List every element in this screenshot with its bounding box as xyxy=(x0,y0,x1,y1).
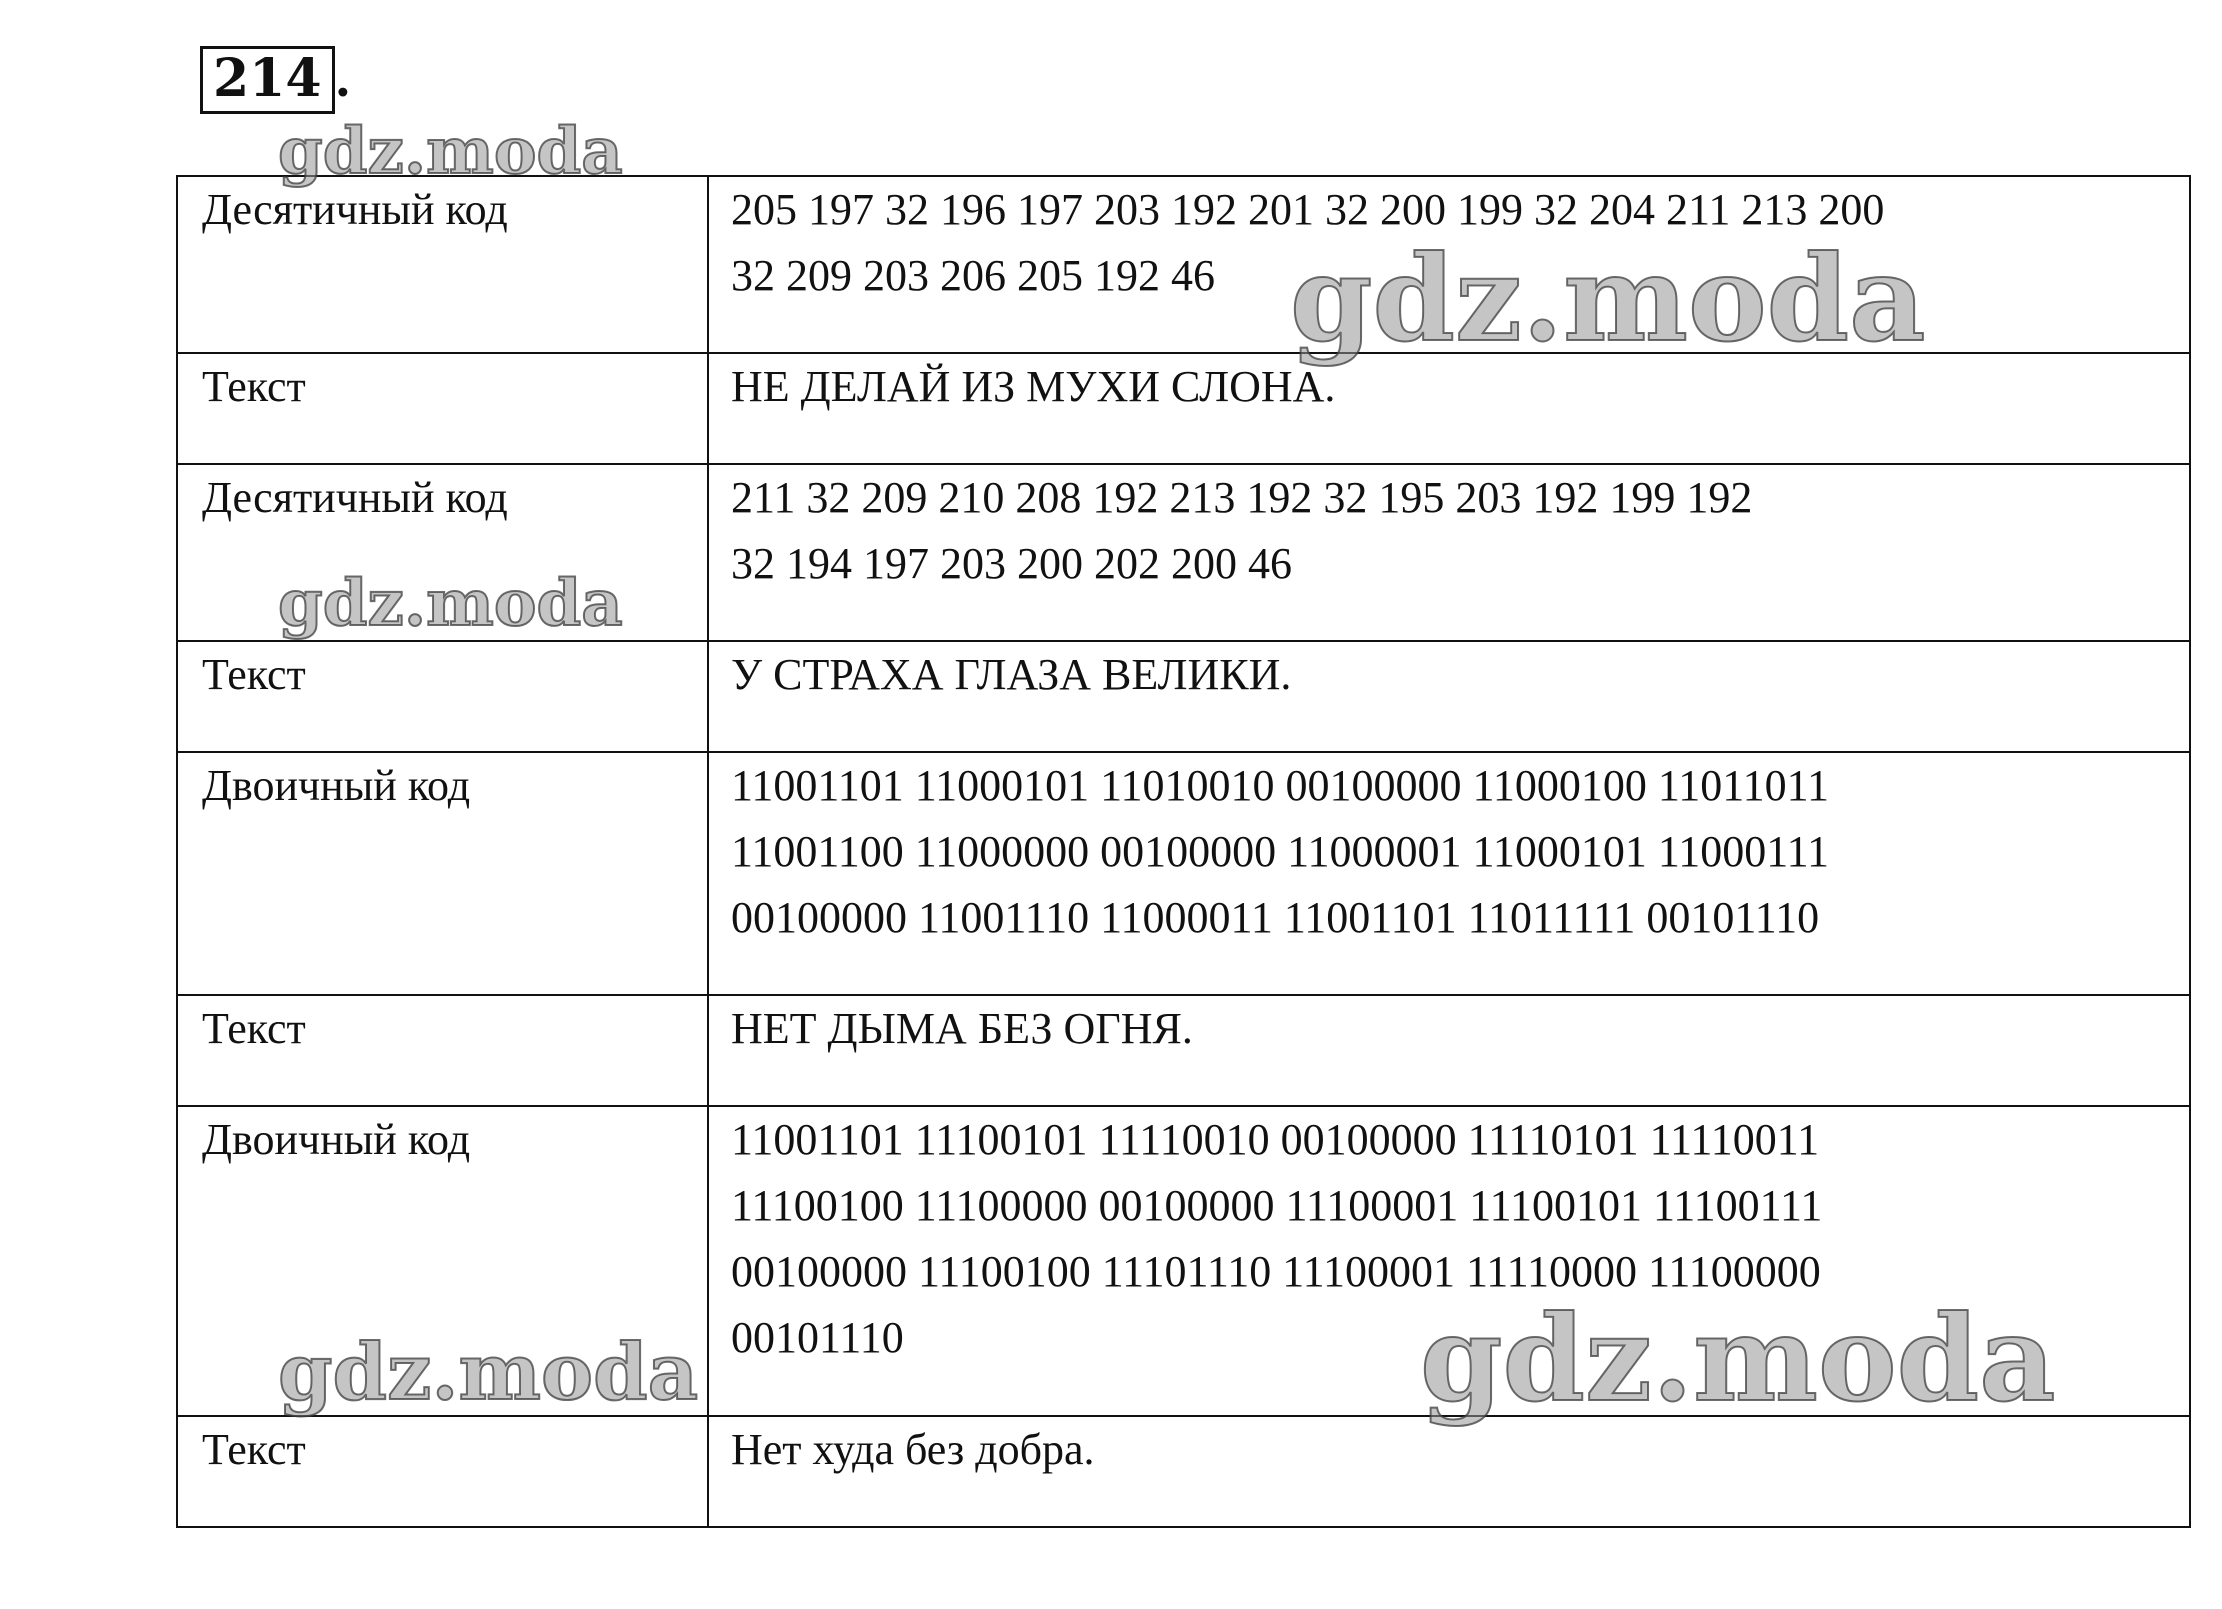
value-line: 00100000 11001110 11000011 11001101 11011111 00101110 xyxy=(731,893,1820,942)
value-line: 11001100 11000000 00100000 11000001 11000101 11000111 xyxy=(731,827,1829,876)
exercise-number-box: 214 xyxy=(200,46,335,114)
row-value xyxy=(708,1416,2190,1527)
value-line: 11001101 11100101 11110010 00100000 11110101 11110011 xyxy=(731,1115,1820,1164)
watermark: gdz.moda xyxy=(278,1327,699,1418)
value-line: Нет худа без добра. xyxy=(731,1425,1095,1474)
value-line: 32 194 197 203 200 202 200 46 xyxy=(731,539,1292,588)
watermark: gdz.moda xyxy=(1420,1289,2056,1428)
row-label: Текст xyxy=(177,995,708,1106)
exercise-number xyxy=(200,46,351,114)
value-line: 211 32 209 210 208 192 213 192 32 195 203 192 199 192 xyxy=(731,473,1753,522)
value-line: НЕТ ДЫМА БЕЗ ОГНЯ. xyxy=(731,1004,1193,1053)
value-line: НЕ ДЕЛАЙ ИЗ МУХИ СЛОНА. xyxy=(731,362,1336,411)
encoding-table xyxy=(176,175,2191,1528)
row-value xyxy=(708,1106,2190,1428)
table-row xyxy=(177,176,2190,353)
value-line: 32 209 203 206 205 192 46 xyxy=(731,251,1215,300)
table-row xyxy=(177,353,2190,464)
row-value xyxy=(708,995,2190,1106)
row-label: Текст xyxy=(177,353,708,464)
watermark: gdz.moda xyxy=(278,114,623,189)
exercise-number-dot: . xyxy=(334,52,352,108)
watermark: gdz.moda xyxy=(278,566,623,641)
table-row xyxy=(177,1416,2190,1527)
row-value xyxy=(708,176,2190,353)
row-value xyxy=(708,353,2190,464)
value-line: 11100100 11100000 00100000 11100001 11100101 11100111 xyxy=(731,1181,1823,1230)
row-value xyxy=(708,752,2190,995)
table-row xyxy=(177,752,2190,995)
value-line: 11001101 11000101 11010010 00100000 11000100 11011011 xyxy=(731,761,1829,810)
row-label: Десятичный код xyxy=(177,464,708,641)
row-label: Текст xyxy=(177,641,708,752)
table-row xyxy=(177,464,2190,641)
row-label: Текст xyxy=(177,1416,708,1527)
table-row xyxy=(177,641,2190,752)
row-value xyxy=(708,464,2190,641)
value-line: 00101110 xyxy=(731,1313,904,1362)
row-value xyxy=(708,641,2190,752)
row-label: Десятичный код xyxy=(177,176,708,353)
table-row xyxy=(177,995,2190,1106)
row-label: Двоичный код xyxy=(177,752,708,995)
row-label: Двоичный код xyxy=(177,1106,708,1416)
value-line: У СТРАХА ГЛАЗА ВЕЛИКИ. xyxy=(731,650,1292,699)
table-row xyxy=(177,1106,2190,1416)
value-line: 00100000 11100100 11101110 11100001 11110000 11100000 xyxy=(731,1247,1821,1296)
watermark: gdz.moda xyxy=(1290,229,1926,368)
value-line: 205 197 32 196 197 203 192 201 32 200 199 32 204 211 213 200 xyxy=(731,185,1885,234)
